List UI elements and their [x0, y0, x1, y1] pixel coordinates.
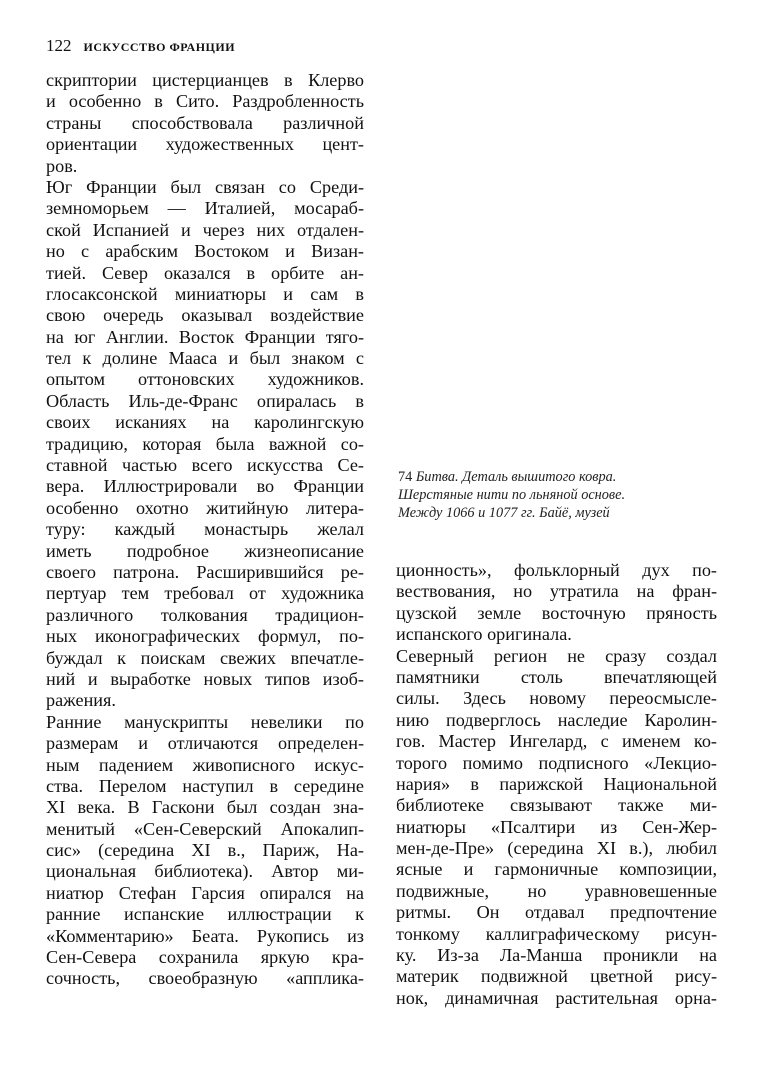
text-line: подвижные, но уравновешенные: [396, 880, 717, 901]
text-line: XI века. В Гаскони был создан зна-: [46, 797, 364, 818]
text-line: иметь подробное жизнеописание: [46, 540, 364, 561]
text-line: скриптории цистерцианцев в Клерво: [46, 70, 364, 90]
text-line: земноморьем — Италией, мосараб-: [46, 198, 364, 219]
caption-line: 74 Битва. Деталь вышитого ковра.: [398, 469, 617, 485]
text-line: библиотеке связывают также ми-: [396, 795, 717, 816]
text-line: памятники столь впечатляющей: [396, 666, 717, 687]
text-line: торого помимо подписного «Лекцио-: [396, 752, 717, 773]
text-line: Область Иль-де-Франс опиралась в: [46, 390, 364, 411]
text-line: ранние испанские иллюстрации к: [46, 904, 364, 925]
text-line: ционность», фольклорный дух по-: [396, 560, 717, 580]
text-line: и особенно в Сито. Раздробленность: [46, 91, 364, 112]
text-line: силы. Здесь новому переосмысле-: [396, 688, 717, 709]
text-line: ориентации художественных цент-: [46, 134, 364, 155]
text-line: тией. Север оказался в орбите ан-: [46, 262, 364, 283]
caption-line: Между 1066 и 1077 гг. Байё, музей: [398, 505, 610, 521]
text-line: материк подвижной цветной рису-: [396, 966, 717, 987]
running-title: ИСКУССТВО ФРАНЦИИ: [83, 40, 236, 54]
text-line: ритмы. Он отдавал предпочтение: [396, 902, 717, 923]
text-line: ку. Из-за Ла-Манша проникли на: [396, 945, 717, 966]
text-line: своего патрона. Расширившийся ре-: [46, 561, 364, 582]
text-line: ных иконографических формул, по-: [46, 626, 364, 647]
caption-number: 74: [398, 469, 413, 485]
text-line: Северный регион не сразу создал: [396, 645, 717, 666]
text-line: Сен-Севера сохранила яркую кра-: [46, 947, 364, 968]
left-text-column: [46, 70, 364, 990]
text-line: ражения.: [46, 690, 116, 711]
text-line: сис» (середина XI в., Париж, На-: [46, 840, 364, 861]
text-line: традицию, которая была важной со-: [46, 433, 364, 454]
text-line: глосаксонской миниатюры и сам в: [46, 283, 364, 304]
text-line: туру: каждый монастырь желал: [46, 519, 364, 540]
caption-line: Шерстяные нити по льняной основе.: [398, 487, 626, 503]
right-text-column: [396, 560, 717, 1009]
text-line: ров.: [46, 155, 78, 176]
text-line: ниатюры «Псалтири из Сен-Жер-: [396, 816, 717, 837]
text-line: ний и выработке новых типов изоб-: [46, 668, 364, 689]
text-line: циональная библиотека). Автор ми-: [46, 861, 364, 882]
text-line: страны способствовала различной: [46, 112, 364, 133]
text-line: нию подверглось наследие Каролин-: [396, 709, 717, 730]
text-line: ства. Перелом наступил в середине: [46, 775, 364, 796]
text-line: тел к долине Мааса и был знаком с: [46, 348, 364, 369]
figure-caption: [398, 468, 718, 522]
text-line: особенно охотно житийную литера-: [46, 497, 364, 518]
text-line: нок, динамичная растительная орна-: [396, 987, 717, 1008]
text-line: ным падением живописного искус-: [46, 754, 364, 775]
text-line: Юг Франции был связан со Среди-: [46, 176, 364, 197]
text-line: цузской земле восточную пряность: [396, 602, 717, 623]
text-line: «Комментарию» Беата. Рукопись из: [46, 925, 364, 946]
text-line: своих исканиях на каролингскую: [46, 412, 364, 433]
text-line: буждал к поискам свежих впечатле-: [46, 647, 364, 668]
text-line: Ранние манускрипты невелики по: [46, 711, 364, 732]
text-line: свою очередь оказывал воздействие: [46, 305, 364, 326]
text-line: размерам и отличаются определен-: [46, 733, 364, 754]
text-line: на юг Англии. Восток Франции тяго-: [46, 326, 364, 347]
text-line: сочность, своеобразную «апплика-: [46, 968, 364, 989]
text-line: ской Испанией и через них отдален-: [46, 219, 364, 240]
text-line: тонкому каллиграфическому рисун-: [396, 923, 717, 944]
text-line: ниатюр Стефан Гарсия опирался на: [46, 882, 364, 903]
text-line: пертуар тем требовал от художника: [46, 583, 364, 604]
text-line: вера. Иллюстрировали во Франции: [46, 476, 364, 497]
text-line: нария» в парижской Национальной: [396, 773, 717, 794]
text-line: ясные и гармоничные композиции,: [396, 859, 717, 880]
text-line: вествования, но утратила на фран-: [396, 581, 717, 602]
page-number: 122: [46, 36, 72, 55]
text-line: опытом оттоновских художников.: [46, 369, 364, 390]
text-line: ставной частью всего искусства Се-: [46, 455, 364, 476]
text-line: гов. Мастер Ингелард, с именем ко-: [396, 731, 717, 752]
text-line: менитый «Сен-Северский Апокалип-: [46, 818, 364, 839]
text-line: но с арабским Востоком и Визан-: [46, 241, 364, 262]
text-line: испанского оригинала.: [396, 624, 572, 645]
page-header: [46, 36, 235, 56]
text-line: мен-де-Пре» (середина XI в.), любил: [396, 838, 717, 859]
text-line: различного толкования традицион-: [46, 604, 364, 625]
